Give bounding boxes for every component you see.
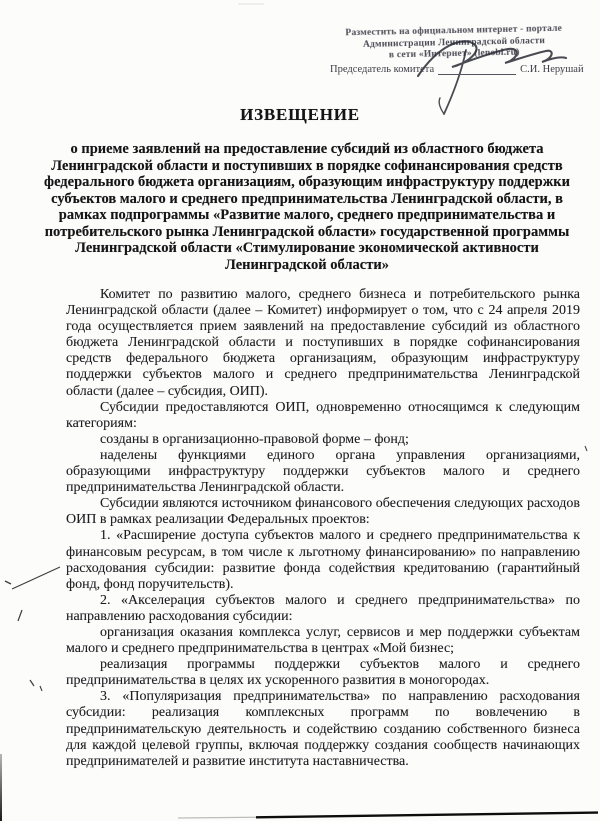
chairman-label: Председатель комитета — [330, 64, 435, 75]
stamp-line-3: в сети «Интернет» (lenobl.ru) — [388, 47, 520, 61]
paragraph-7: 2. «Акселерация субъектов малого и среднего предпринимательства» по направлению расходования субсидии: — [66, 592, 580, 624]
paragraph-4: наделены функциями единого органа управления организациями, образующими инфраструктуру поддержки субъектов малого и среднего предпринимательства Ленинградской области. — [66, 447, 580, 496]
doc-subtitle: о приеме заявлений на предоставление субсидий из областного бюджета Ленинградской области и поступивших в порядке софинансирования средств федерального бюджета организациям, образующим инфраструктуру поддержки субъектов малого и среднего предпринимательства Ленинградской области, в рамках подпрограммы «Развитие малого, среднего предпринимательства и потребительского рынка Ленинградской области» государственной программы Ленинградской области «Стимулирование экономической активности Ленинградской области» — [44, 141, 570, 273]
scan-speck — [90, 766, 93, 768]
document-body — [66, 287, 580, 770]
paragraph-1: Комитет по развитию малого, среднего бизнеса и потребительского рынка Ленинградской области (далее – Комитет) информирует о том, что с 24 апреля 2019 года осуществляется прием заявлений на предоставление субсидий из областного бюджета Ленинградской области и поступивших в порядке софинансирования средств федерального бюджета организациям, образующим инфраструктуру поддержки субъектов малого и среднего предпринимательства Ленинградской области (далее – субсидия, ОИП). — [66, 287, 580, 399]
scan-speck — [560, 70, 563, 73]
stamp-line-2: Администрации Ленинградской области — [362, 35, 546, 50]
paragraph-3: созданы в организационно-правовой форме – фонд; — [100, 431, 409, 447]
paragraph-9: реализация программы поддержки субъектов малого и среднего предпринимательства в целях их ускоренного развития в моногородах. — [66, 657, 580, 689]
approval-row — [330, 64, 586, 75]
paragraph-8: организация оказания комплекса услуг, сервисов и мер поддержки субъектам малого и среднего предпринимательства в центрах «Мой бизнес; — [66, 624, 580, 657]
paragraph-2: Субсидии предоставляются ОИП, одновременно относящимся к следующим категориям: — [66, 399, 580, 431]
paragraph-10: 3. «Популяризация предпринимательства» по направлению расходования субсидии: реализация комплексных программ по вовлечению в предпринимательскую деятельность и содействию созданию собственного бизнеса для каждой целевой группы, включая поддержку создания сообществ начинающих предпринимателей и развитие института наставничества. — [66, 689, 580, 769]
chairman-name: С.И. Нерушай — [520, 64, 584, 75]
page-title: ИЗВЕЩЕНИЕ — [240, 105, 360, 124]
signature-underline — [438, 64, 516, 75]
paragraph-6: 1. «Расширение доступа субъектов малого и среднего предпринимательства к финансовым ресурсам, в том числе к льготному финансированию» по направлению расходования субсидии: развитие фонда содействия кредитованию (гарантийный фонд, фонд поручительств). — [66, 528, 580, 592]
scan-speck — [238, 3, 264, 5]
stamp-line-1: Разместить на официальном интернет - портале — [345, 23, 563, 39]
paragraph-5: Субсидии являются источником финансового обеспечения следующих расходов ОИП в рамках реализации Федеральных проектов: — [66, 496, 580, 528]
scan-edge-left — [0, 754, 2, 821]
